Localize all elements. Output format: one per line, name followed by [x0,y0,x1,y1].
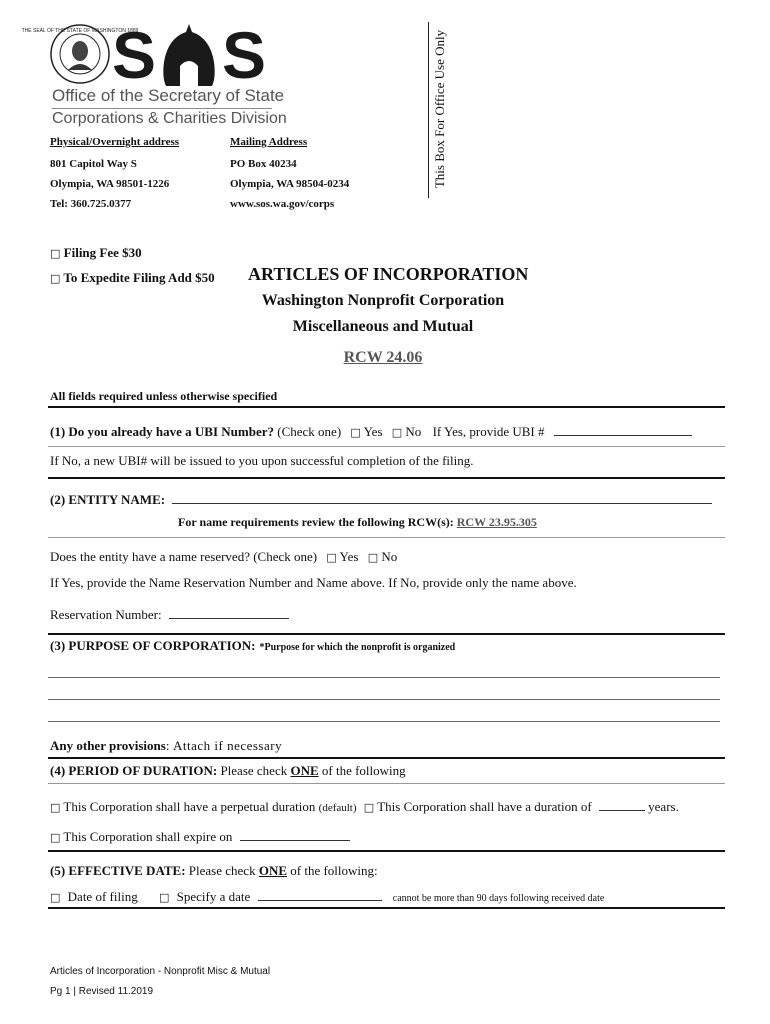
name-reserved-question: Does the entity have a name reserved? (Check one) [50,549,318,564]
date-of-filing-checkbox[interactable]: □ [50,891,61,904]
ubi-check-one: (Check one) [277,424,342,439]
date-of-filing-label: Date of filing [67,889,138,904]
specify-date-checkbox[interactable]: □ [158,891,170,904]
rcw-link[interactable]: RCW 24.06 [343,349,423,366]
other-provisions [50,738,282,754]
other-provisions-label: Any other provisions [50,738,166,753]
mailing-line-2: Olympia, WA 98504-0234 [230,178,350,190]
office-use-label [432,24,458,194]
effective-one: ONE [258,863,287,878]
specify-date-label: Specify a date [176,889,251,904]
duration-years-field[interactable] [599,798,645,811]
capitol-dome-icon [158,22,220,88]
office-name: Office of the Secretary of State [52,86,285,105]
reserved-no-checkbox[interactable]: □ [367,551,379,564]
reserved-yes-label: Yes [339,549,359,564]
divider [48,477,725,479]
ubi-provide-label: If Yes, provide UBI # [432,424,545,439]
name-requirements-text: For name requirements review the following RCW(s): [178,515,454,529]
duration-options-row [50,798,679,815]
mailing-address-heading: Mailing Address [230,136,308,148]
form-subtitle-2: Miscellaneous and Mutual [292,318,474,335]
divider [48,446,725,447]
specify-date-note: cannot be more than 90 days following received date [392,893,605,904]
filing-fee-checkbox[interactable]: □ [50,247,61,260]
logo-letter-s1: S [112,18,158,92]
reservation-number-row [50,606,289,623]
expedite-label: To Expedite Filing Add $50 [63,270,215,285]
effective-options-row [50,888,604,905]
physical-line-2: Olympia, WA 98501-1226 [50,178,170,190]
ubi-question: (1) Do you already have a UBI Number? [50,424,275,439]
perpetual-label: This Corporation shall have a perpetual duration [63,799,316,814]
physical-line-3: Tel: 360.725.0377 [50,198,132,210]
ubi-no-checkbox[interactable]: □ [391,426,403,439]
rcw-23-link[interactable]: RCW 23.95.305 [456,515,537,529]
reserved-yes-checkbox[interactable]: □ [326,551,337,564]
required-note: All fields required unless otherwise specified [50,389,278,403]
expire-row [50,828,350,845]
office-use-box-border [428,22,429,198]
mailing-line-1: PO Box 40234 [230,158,297,170]
duration-years-label: years. [648,799,679,814]
section-duration [50,763,406,779]
section-entity-name [50,491,712,508]
mailing-website[interactable]: www.sos.wa.gov/corps [230,198,335,210]
duration-label: (4) PERIOD OF DURATION: [50,763,218,778]
divider [48,406,725,408]
duration-of-label: This Corporation shall have a duration of [377,799,592,814]
section-ubi [50,423,692,440]
divider [48,783,725,784]
reservation-instructions: If Yes, provide the Name Reservation Number and Name above. If No, provide only the name above. [50,575,577,590]
division-name: Corporations & Charities Division [52,110,287,127]
duration-checkbox[interactable]: □ [363,801,375,814]
filing-fee-row[interactable] [50,245,142,261]
perpetual-default: (default) [318,802,357,814]
expedite-checkbox[interactable]: □ [50,272,61,285]
name-reserved-row [50,549,397,565]
expire-label: This Corporation shall expire on [63,829,233,844]
section-purpose [50,637,455,655]
effective-date-label: (5) EFFECTIVE DATE: [50,863,186,878]
entity-name-field[interactable] [172,491,712,504]
ubi-note: If No, a new UBI# will be issued to you upon successful completion of the filing. [50,453,474,468]
divider [48,757,725,759]
perpetual-checkbox[interactable]: □ [50,801,61,814]
name-requirements [178,515,537,530]
form-title: ARTICLES OF INCORPORATION [248,264,529,284]
divider [48,850,725,852]
purpose-note: *Purpose for which the nonprofit is organized [259,642,456,653]
divider [48,907,725,909]
effective-tail: of the following: [290,863,378,878]
duration-please: Please check [220,763,288,778]
footer-title: Articles of Incorporation - Nonprofit Misc & Mutual [50,966,271,977]
purpose-line-2[interactable] [48,699,720,700]
reservation-number-field[interactable] [169,606,289,619]
other-provisions-text: : Attach if necessary [165,738,283,753]
purpose-label: (3) PURPOSE OF CORPORATION: [50,638,256,653]
physical-address-heading: Physical/Overnight address [50,136,180,148]
physical-line-1: 801 Capitol Way S [50,158,137,170]
purpose-line-1[interactable] [48,677,720,678]
duration-one: ONE [290,763,319,778]
effective-please: Please check [188,863,256,878]
divider [48,633,725,635]
purpose-line-3[interactable] [48,721,720,722]
section-effective-date [50,863,378,879]
ubi-yes-checkbox[interactable]: □ [350,426,361,439]
form-subtitle-1: Washington Nonprofit Corporation [261,292,505,309]
expedite-row[interactable] [50,270,215,286]
logo-divider [52,108,272,109]
logo-letter-s2: S [222,18,268,92]
expire-date-field[interactable] [240,828,350,841]
seal-lettering: THE SEAL OF THE STATE OF WASHINGTON 1889 [21,28,139,34]
footer-page: Pg 1 | Revised 11.2019 [50,986,154,997]
filing-fee-label: Filing Fee $30 [63,245,142,260]
office-use-text: This Box For Office Use Only [432,29,447,189]
ubi-no-label: No [405,424,422,439]
duration-tail: of the following [321,763,406,778]
ubi-yes-label: Yes [363,424,383,439]
entity-name-label: (2) ENTITY NAME: [50,492,166,507]
ubi-number-field[interactable] [554,423,692,436]
expire-checkbox[interactable]: □ [50,831,61,844]
state-seal [21,24,139,84]
reservation-number-label: Reservation Number: [50,607,162,622]
reserved-no-label: No [381,549,398,564]
divider [48,537,725,538]
specify-date-field[interactable] [258,888,382,901]
